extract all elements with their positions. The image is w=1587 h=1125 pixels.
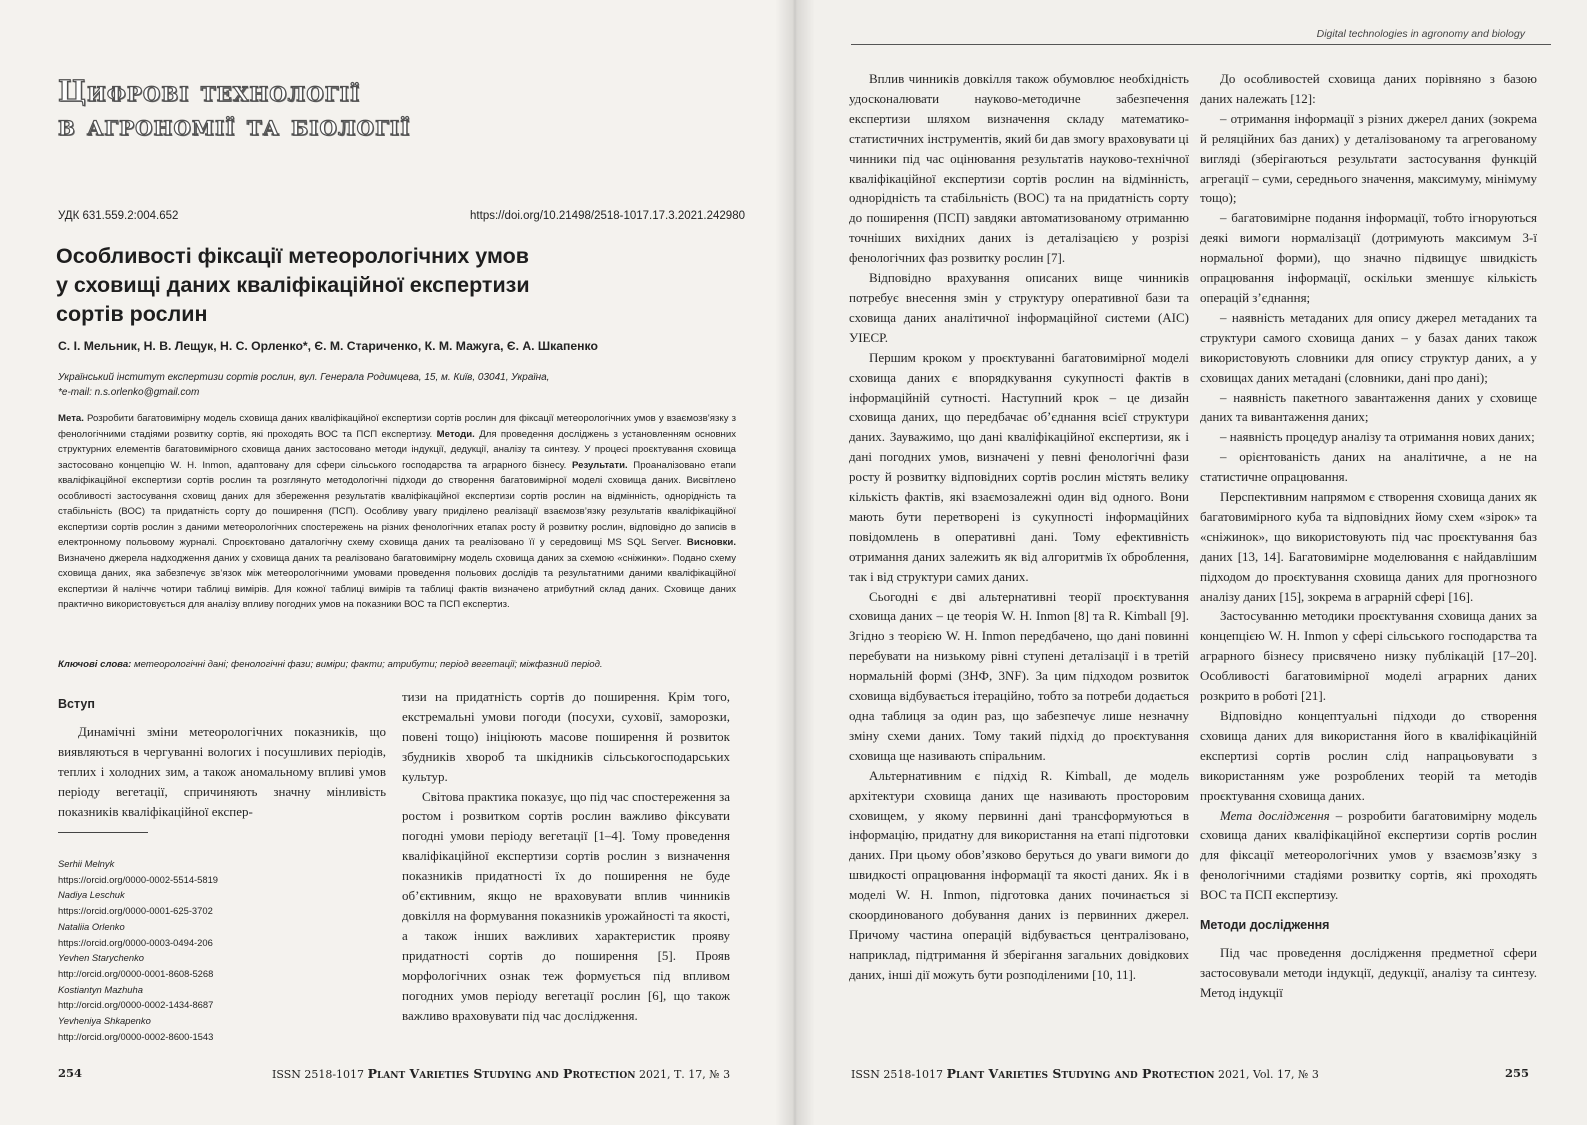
right-column-2	[1200, 69, 1537, 1003]
journal-footer	[851, 1066, 1319, 1081]
abstract-results-label: Результати.	[571, 459, 628, 471]
list-item: – наявність пакетного завантаження даних у сховище даних та вивантаження даних;	[1200, 389, 1537, 425]
page-number: 255	[1504, 1066, 1529, 1080]
keywords-label: Ключові слова:	[58, 659, 132, 670]
list-item: – наявність процедур аналізу та отримання нових даних;	[1220, 429, 1535, 445]
abstract-methods: Для проведення досліджень з установленням основних структурних елементів багатовимірного сховища даних застосовано методи індукції, дедукції, аналізу та синтезу. У процесі проєктування сховища застосовано концепцію W. H. Inmon, адаптовану для сфери сільського господарства та аграрного бізнесу.	[58, 428, 737, 471]
paragraph: Вплив чинників довкілля також обумовлює необхідність удосконалювати науково-методичне забезпечення експертизи шляхом визначення складу математико-статистичних інструментів, який би дав змогу враховувати ці чинники під час оцінювання результатів науково-технічної кваліфікаційної експертизи сортів рослин на відмінність, однорідність та стабільність (ВОС) та на придатність сорту до поширення (ПСП) завдяки автоматизованому отриманню точніших вихідних даних із деталізацією у розрізі фенологічних фаз розвитку рослин [7].	[849, 71, 1189, 266]
footer-issn: ISSN 2518-1017	[851, 1068, 944, 1081]
paragraph: Альтернативним є підхід R. Kimball, де модель архітектури сховища даних ще називають просторовим сховищем, у якому первинні дані трансформуються в інформацію, придатну для використання на етапі підготовки даних. При цьому обов’язково беруться до уваги вимоги до швидкості опрацювання інформації та якості даних. Як і в моделі W. H. Inmon, підготовка даних починається зі скоординованого добування даних із первинних джерел. Причому частина операцій відбувається централізовано, наприклад, підтримання й зберігання загальних довідкових даних, інші дії можуть бути розподіленими [10, 11].	[849, 767, 1189, 982]
left-page	[0, 0, 793, 1125]
udc-code: УДК 631.559.2:004.652	[58, 210, 179, 222]
right-column-1	[849, 69, 1189, 985]
orcid-name: Nadiya Leschuk	[58, 889, 125, 901]
paragraph: Відповідно концептуальні підходи до створення сховища даних для використання його в кваліфікаційній експертизі сортів рослин слід напрацьовувати з використанням уже розроблених теорій та методів проєктування сховища даних.	[1200, 708, 1537, 803]
list-item: – орієнтованість даних на аналітичне, а не на статистичне опрацювання.	[1200, 449, 1537, 485]
orcid-name: Nataliia Orlenko	[58, 920, 125, 932]
rubric-line-2: в агрономії та біології	[58, 108, 411, 142]
abstract	[58, 411, 736, 613]
left-column-2	[402, 687, 730, 1025]
footer-journal: Plant Varieties Studying and Protection	[946, 1066, 1215, 1081]
orcid-link[interactable]: http://orcid.org/0000-0001-8608-5268	[58, 967, 214, 979]
paragraph: Першим кроком у проєктуванні багатовимірної моделі сховища даних є впорядкування сукупності фактів в інформаційній сутності. Наступний крок – це дизайн сховища даних, що передбачає об’єднання всієї структури даних. Зауважимо, що дані кваліфікаційної експертизи, як і дані погодних умов, визначені у певні фенологічні фази росту й розвитку відповідних сортів рослин містять велику кількість фактів, які взаємозалежні один від одного. Вони мають бути перетворені із сукупності інформаційних повідомлень в оперативні дані. Тому ефективність отримання даних залежить як від алгоритмів їх оброблення, так і від структури самих даних.	[849, 349, 1189, 584]
abstract-conclusions: Визначено джерела надходження даних у сховища даних та реалізовано багатовимірну модель сховища даних за схемою «сніжинки». Подано схему сховища даних, яка забезпечує зв’язок між метеорологічними умовами проведення польових дослідів та результатними даними кваліфікаційної експертизи й наліччє чотири таблиці вимірів. Для кожної таблиці вимірів та таблиці фактів визначено атрибутний склад даних. Сховище даних практично використовується для аналізу впливу погодних умов на показники ВОС та ПСП експертиз.	[58, 552, 736, 610]
journal-footer	[272, 1066, 730, 1081]
paragraph: Застосуванню методики проєктування сховища даних за концепцією W. H. Inmon у сфері сільського господарства та аграрного бізнесу присвячено низку публікацій [17–20]. Особливості багатовимірної моделі аграрних даних розкрито в роботі [21].	[1200, 608, 1537, 704]
orcid-name: Kostiantyn Mazhuha	[58, 983, 143, 995]
list-item: – багатовимірне подання інформації, тобто ігноруються деякі вимоги нормалізації (дотримують максимум 3-ї нормальної форми), що значно підвищує швидкість опрацювання інформації, оскільки зменшує кількість операцій з’єднання;	[1200, 210, 1537, 305]
footer-issue: 2021, Т. 17, № 3	[638, 1068, 731, 1081]
title-line: сортів рослин	[56, 302, 208, 326]
paragraph: Перспективним напрямом є створення сховища даних як багатовимірного куба та відповідних йому схем «зірок» та «сніжинок», що використовують під час проєктування баз даних [13, 14]. Багатовимірне моделювання є найдавлішим підходом до проєктування сховища даних для прогнозного аналізу даних [15], зокрема в аграрній сфері [16].	[1200, 489, 1537, 604]
intro-heading: Вступ	[58, 697, 95, 711]
contact-email[interactable]: *e-mail: n.s.orlenko@gmail.com	[58, 387, 200, 398]
paragraph: Сьогодні є дві альтернативні теорії проєктування сховища даних – це теорія W. H. Inmon [8] та R. Kimball [9]. Згідно з теорією W. H. Inmon передбачено, що дані повинні перебувати на низькому рівні ступені деталізації і в третій нормальній формі (3НФ, 3NF). За цим підходом розвиток сховища відбувається ітераційно, тобто за потреби додається одна таблиця за один раз, що забезпечує лише незначну зміну схеми даних. Тому такий підхід до проєктування сховища ще називають спіральним.	[849, 588, 1189, 763]
orcid-link[interactable]: http://orcid.org/0000-0002-1434-8687	[58, 999, 214, 1011]
orcid-name: Serhii Melnyk	[58, 858, 115, 869]
paragraph: Під час проведення дослідження предметної сфери застосовували методи індукції, дедукції, аналізу та синтезу. Метод індукції	[1200, 945, 1537, 1000]
abstract-conclusions-label: Висновки.	[686, 537, 736, 548]
orcid-name: Yevheniya Shkapenko	[58, 1015, 151, 1027]
footnote-rule	[58, 832, 148, 833]
orcid-link[interactable]: https://orcid.org/0000-0002-5514-5819	[58, 873, 219, 885]
paragraph: До особливостей сховища даних порівняно з базою даних належать [12]:	[1200, 71, 1537, 106]
title-line: Особливості фіксації метеорологічних умов	[56, 244, 529, 268]
author-list: С. І. Мельник, Н. В. Лещук, Н. С. Орленко*, Є. М. Стариченко, К. М. Мажуга, Є. А. Шкапенко	[58, 339, 598, 353]
orcid-name: Yevhen Starychenko	[58, 952, 144, 964]
paragraph: Відповідно врахування описаних вище чинників потребує внесення змін у структуру оперативної бази та сховища даних аналітичної інформаційної системи (АІС) УІЕСР.	[849, 270, 1189, 345]
left-column-1	[58, 696, 386, 822]
abstract-results: Проаналізовано етапи кваліфікаційної експертизи сортів рослин та розглянуто методологічні підходи до створення багатовимірної моделі сховища даних. Висвітлено особливості застосування сховищ даних для збереження результатів кваліфікаційної експертизи сортів рослин на відмінність, однорідність та стабільність (ВОС) та придатність сорту до поширення (ПСП). Особливу увагу приділено реалізації взаємозв’язку результатів кваліфікаційної експертизи сортів рослин з даними метеорологічних спостережень на різних фенологічних етапах росту й розвитку рослин, відповідно до записів в електронному польовому журналі. Спроєктовано даталогічну схему сховища даних та реалізовано її у середовищі MS SQL Server.	[58, 459, 736, 548]
keywords-text: метеорологічні дані; фенологічні фази; виміри; факти; атрибути; період вегетації; міжфазний період.	[134, 659, 603, 670]
intro-paragraph: Динамічні зміни метеорологічних показників, що виявляються в чергуванні вологих і посушливих періодів, теплих і холодних зим, а також аномальному впливі умов періоду вегетації, спричиняють значну мінливість показників кваліфікаційної експер-	[58, 724, 386, 819]
aim-label: Мета дослідження	[1220, 807, 1330, 823]
orcid-list	[58, 856, 218, 1044]
paragraph: Світова практика показує, що під час спостереження за ростом і розвитком сортів рослин важливо фіксувати погодні умови періоду вегетації [1–4]. Тому проведення кваліфікаційної експертизи сортів рослин з визначення показників придатності їх до поширення не буде об’єктивним, якщо не враховувати вплив чинників довкілля на формування показників урожайності та якості, а також інших важливих характеристик прояву придатності сортів до поширення [5]. Прояв морфологічних ознак теж формується під впливом погодних умов періоду вегетації рослин [6], що також важливо враховувати під час дослідження.	[402, 788, 730, 1023]
affiliation	[58, 370, 549, 400]
page-number: 254	[58, 1066, 83, 1080]
footer-issue: 2021, Vol. 17, № 3	[1217, 1068, 1319, 1081]
aim-text: – розробити багатовимірну модель сховища даних кваліфікаційної експертизи сортів рослин для фіксації метеорологічних умов у взаємозв’язку з фенологічними стадіями розвитку сортів, які проходять ВОС та ПСП експертизу.	[1200, 807, 1537, 903]
footer-issn: ISSN 2518-1017	[272, 1068, 365, 1081]
list-item: – наявність метаданих для опису джерел метаданих та структури самого сховища даних – у базах даних також використовують словники для опису структур даних, а у сховищах даних метадані (словники, дані про дані);	[1200, 309, 1537, 385]
paragraph: тизи на придатність сортів до поширення. Крім того, екстремальні умови погоди (посухи, суховії, заморозки, повені тощо) ініціюють масове поширення й розвиток збудників хвороб та шкідників сільськогосподарських культур.	[402, 689, 730, 784]
header-rule	[851, 44, 1551, 45]
keywords	[58, 658, 738, 672]
right-page	[793, 0, 1587, 1125]
orcid-link[interactable]: https://orcid.org/0000-0003-0494-206	[58, 936, 213, 948]
abstract-aim: Розробити багатовимірну модель сховища даних кваліфікаційної експертизи сортів рослин для фіксації метеорологічних умов у взаємозв’язку з фенологічними стадіями розвитку сортів, які проходять ВОС та ПСП експертизу.	[58, 413, 737, 440]
orcid-link[interactable]: http://orcid.org/0000-0002-8600-1543	[58, 1030, 214, 1042]
list-item: – отримання інформації з різних джерел даних (зокрема й реляційних баз даних) у деталізованому та агрегованому вигляді (зберігаються результати застосування функцій агрегації – суми, середнього значення, максимуму, мінімуму тощо);	[1200, 110, 1537, 206]
doi-link[interactable]: https://doi.org/10.21498/2518-1017.17.3.2021.242980	[470, 210, 745, 222]
running-head: Digital technologies in agronomy and biology	[1316, 28, 1525, 40]
affiliation-address: Український інститут експертизи сортів рослин, вул. Генерала Родимцева, 15, м. Київ, 03041, Україна,	[58, 372, 550, 383]
abstract-methods-label: Методи.	[436, 428, 475, 440]
orcid-link[interactable]: https://orcid.org/0000-0001-625-3702	[58, 905, 213, 917]
section-rubric	[58, 74, 411, 142]
methods-heading: Методи дослідження	[1200, 918, 1330, 933]
footer-journal: Plant Varieties Studying and Protection	[367, 1066, 636, 1081]
abstract-aim-label: Мета.	[58, 413, 84, 424]
rubric-line-1: Цифрові технології	[58, 74, 361, 108]
article-title	[56, 242, 746, 329]
title-line: у сховищі даних кваліфікаційної експертизи	[56, 273, 530, 297]
aim-paragraph	[1200, 806, 1537, 906]
